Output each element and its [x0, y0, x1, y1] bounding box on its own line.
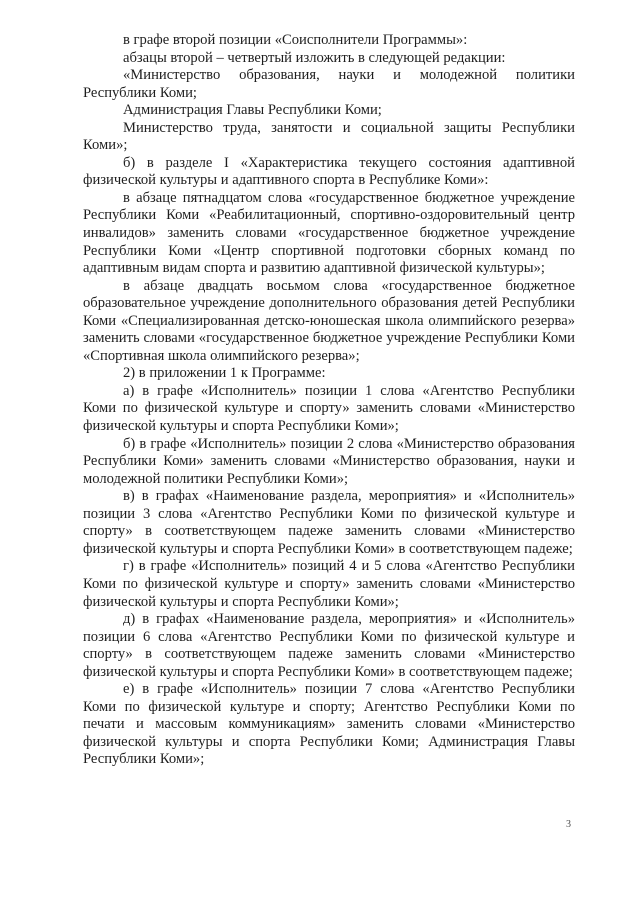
page-number: 3 — [566, 819, 571, 830]
paragraph: в абзаце пятнадцатом слова «государственное бюджетное учреждение Республики Коми «Реабилитационный, спортивно-оздоровительный центр инвалидов» заменить словами «государственное бюджетное учреждение Республики Коми «Центр спортивной подготовки сборных команд по адаптивным видам спорта и развитию адаптивной физической культуры»; — [83, 189, 575, 277]
paragraph: в абзаце двадцать восьмом слова «государственное бюджетное образовательное учреждение дополнительного образования детей Республики Коми «Специализированная детско-юношеская школа олимпийского резерва» заменить словами «государственное бюджетное учреждение Республики Коми «Спортивная школа олимпийского резерва»; — [83, 277, 575, 364]
paragraph: а) в графе «Исполнитель» позиции 1 слова «Агентство Республики Коми по физической культуре и спорту» заменить словами «Министерство физической культуры и спорта Республики Коми»; — [83, 382, 575, 435]
paragraph: в) в графах «Наименование раздела, мероприятия» и «Исполнитель» позиции 3 слова «Агентство Республики Коми по физической культуре и спорту» в соответствующем падеже заменить словами «Министерство физической культуры и спорта Республики Коми» в соответствующем падеже; — [83, 488, 575, 557]
paragraph: б) в разделе I «Характеристика текущего состояния адаптивной физической культуры и адаптивного спорта в Республике Коми»: — [83, 154, 575, 189]
paragraph: г) в графе «Исполнитель» позиций 4 и 5 слова «Агентство Республики Коми по физической культуре и спорту» заменить словами «Министерство физической культуры и спорта Республики Коми»; — [83, 558, 575, 610]
document-page — [83, 32, 575, 769]
paragraph: д) в графах «Наименование раздела, мероприятия» и «Исполнитель» позиции 6 слова «Агентство Республики Коми по физической культуре и спорту» в соответствующем падеже заменить словами «Министерство физической культуры и спорта Республики Коми» в соответствующем падеже; — [83, 611, 575, 680]
paragraph: Администрация Главы Республики Коми; — [123, 102, 382, 119]
paragraph: б) в графе «Исполнитель» позиции 2 слова «Министерство образования Республики Коми» заменить словами «Министерство образования, науки и молодежной политики Республики Коми»; — [83, 435, 575, 487]
paragraph: е) в графе «Исполнитель» позиции 7 слова «Агентство Республики Коми по физической культуре и спорту; Агентство Республики Коми по печати и массовым коммуникациям» заменить словами «Министерство физической культуры и спорта Республики Коми; Администрация Главы Республики Коми»; — [83, 681, 575, 768]
paragraph: в графе второй позиции «Соисполнители Программы»: — [123, 32, 468, 48]
paragraph: Министерство труда, занятости и социальной защиты Республики Коми»; — [83, 119, 575, 154]
paragraph: 2) в приложении 1 к Программе: — [123, 365, 326, 382]
paragraph: абзацы второй – четвертый изложить в следующей редакции: — [123, 49, 506, 66]
paragraph: «Министерство образования, науки и молодежной политики Республики Коми; — [83, 67, 575, 101]
